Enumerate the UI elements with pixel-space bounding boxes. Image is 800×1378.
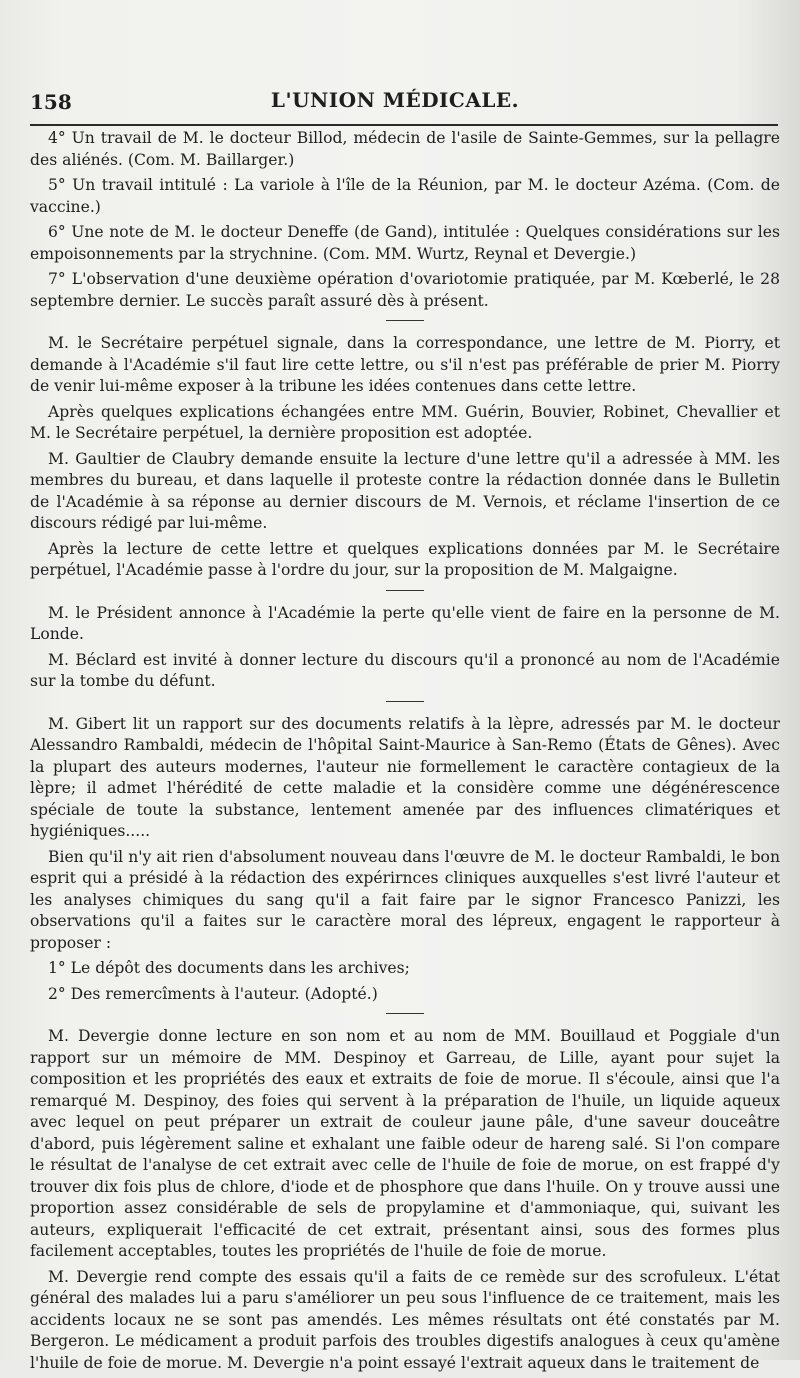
paragraph: M. Gibert lit un rapport sur des documents relatifs à la lèpre, adressés par M. le docteur Alessandro Rambaldi, médecin de l'hôpital Saint-Maurice à San-Remo (États de Gênes). Avec la plupart des auteurs modernes, l'auteur nie formellement le caractère contagieux de la lèpre; il admet l'hérédité de cette maladie et la considère comme une dégénérescence spéciale de toute la substance, lentement amenée par des influences climatériques et hygiéniques..... — [30, 714, 780, 840]
paragraph: M. le Secrétaire perpétuel signale, dans la correspondance, une lettre de M. Piorry, et demande à l'Académie s'il faut lire cette lettre, ou s'il n'est pas préférable de prier M. Piorry de venir lui-même exposer à la tribune les idées contenues dans cette lettre. — [30, 334, 780, 395]
header-rule — [30, 124, 778, 126]
paragraph: M. le Président annonce à l'Académie la perte qu'elle vient de faire en la personne de M. Londe. — [30, 603, 780, 643]
paragraph: Après la lecture de cette lettre et quelques explications données par M. le Secrétaire perpétuel, l'Académie passe à l'ordre du jour, sur la proposition de M. Malgaigne. — [30, 539, 780, 579]
paragraph: 6° Une note de M. le docteur Deneffe (de Gand), intitulée : Quelques considérations sur les empoisonnements par la strychnine. (Com. MM. Wurtz, Reynal et Devergie.) — [30, 223, 780, 263]
list-item: 2° Des remercîments à l'auteur. (Adopté.) — [48, 984, 378, 1003]
paragraph: M. Béclard est invité à donner lecture du discours qu'il a prononcé au nom de l'Académie sur la tombe du défunt. — [30, 650, 780, 690]
page-number: 158 — [30, 90, 72, 114]
section-separator — [386, 590, 424, 591]
section-separator — [386, 320, 424, 321]
running-title: L'UNION MÉDICALE. — [270, 88, 520, 112]
paragraph: 7° L'observation d'une deuxième opération d'ovariotomie pratiquée, par M. Kœberlé, le 28 septembre dernier. Le succès paraît assuré dès à présent. — [30, 270, 780, 310]
paragraph: Bien qu'il n'y ait rien d'absolument nouveau dans l'œuvre de M. le docteur Rambaldi, le bon esprit qui a présidé à la rédaction des expérirnces cliniques auxquelles s'est livré l'auteur et les analyses chimiques du sang qu'il a fait faire par le signor Francesco Panizzi, les observations qu'il a faites sur le caractère moral des lépreux, engagent le rapporteur à proposer : — [30, 847, 780, 952]
paragraph: M. Devergie rend compte des essais qu'il a faits de ce remède sur des scrofuleux. L'état général des malades lui a paru s'améliorer un peu sous l'influence de ce traitement, mais les accidents locaux ne se sont pas amendés. Les mêmes résultats ont été constatés par M. Bergeron. Le médicament a produit parfois des troubles digestifs analogues à ceux qu'amène l'huile de foie de morue. M. Devergie n'a point essayé l'extrait aqueux dans le traitement de — [30, 1267, 780, 1372]
section-separator — [386, 1013, 424, 1014]
paragraph: M. Gaultier de Claubry demande ensuite la lecture d'une lettre qu'il a adressée à MM. les membres du bureau, et dans laquelle il proteste contre la rédaction donnée dans le Bulletin de l'Académie à sa réponse au dernier discours de M. Vernois, et réclame l'insertion de ce discours rédigé par lui-même. — [30, 449, 780, 532]
paragraph: 4° Un travail de M. le docteur Billod, médecin de l'asile de Sainte-Gemmes, sur la pellagre des aliénés. (Com. M. Baillarger.) — [30, 129, 780, 169]
list-item: 1° Le dépôt des documents dans les archives; — [48, 959, 410, 977]
paragraph: 5° Un travail intitulé : La variole à l'île de la Réunion, par M. le docteur Azéma. (Com. de vaccine.) — [30, 176, 780, 216]
paragraph: M. Devergie donne lecture en son nom et au nom de MM. Bouillaud et Poggiale d'un rapport sur un mémoire de MM. Despinoy et Garreau, de Lille, ayant pour sujet la composition et les propriétés des eaux et extraits de foie de morue. Il s'écoule, ainsi que l'a remarqué M. Despinoy, des foies qui servent à la préparation de l'huile, un liquide aqueux avec lequel on peut préparer un extrait de couleur jaune pâle, d'une saveur douceâtre d'abord, puis légèrement saline et exhalant une faible odeur de hareng salé. Si l'on compare le résultat de l'analyse de cet extrait avec celle de l'huile de foie de morue, on est frappé d'y trouver dix fois plus de chlore, d'iode et de phosphore que dans l'huile. On y trouve aussi une proportion assez considérable de sels de propylamine et d'ammoniaque, qui, suivant les auteurs, expliquerait l'efficacité de cet extrait, présentant ainsi, sous des formes plus facilement acceptables, toutes les propriétés de l'huile de foie de morue. — [30, 1027, 780, 1260]
body-text — [30, 128, 780, 1378]
section-separator — [386, 701, 424, 702]
paragraph: Après quelques explications échangées entre MM. Guérin, Bouvier, Robinet, Chevallier et M. le Secrétaire perpétuel, la dernière proposition est adoptée. — [30, 402, 780, 442]
page-header — [30, 88, 760, 118]
